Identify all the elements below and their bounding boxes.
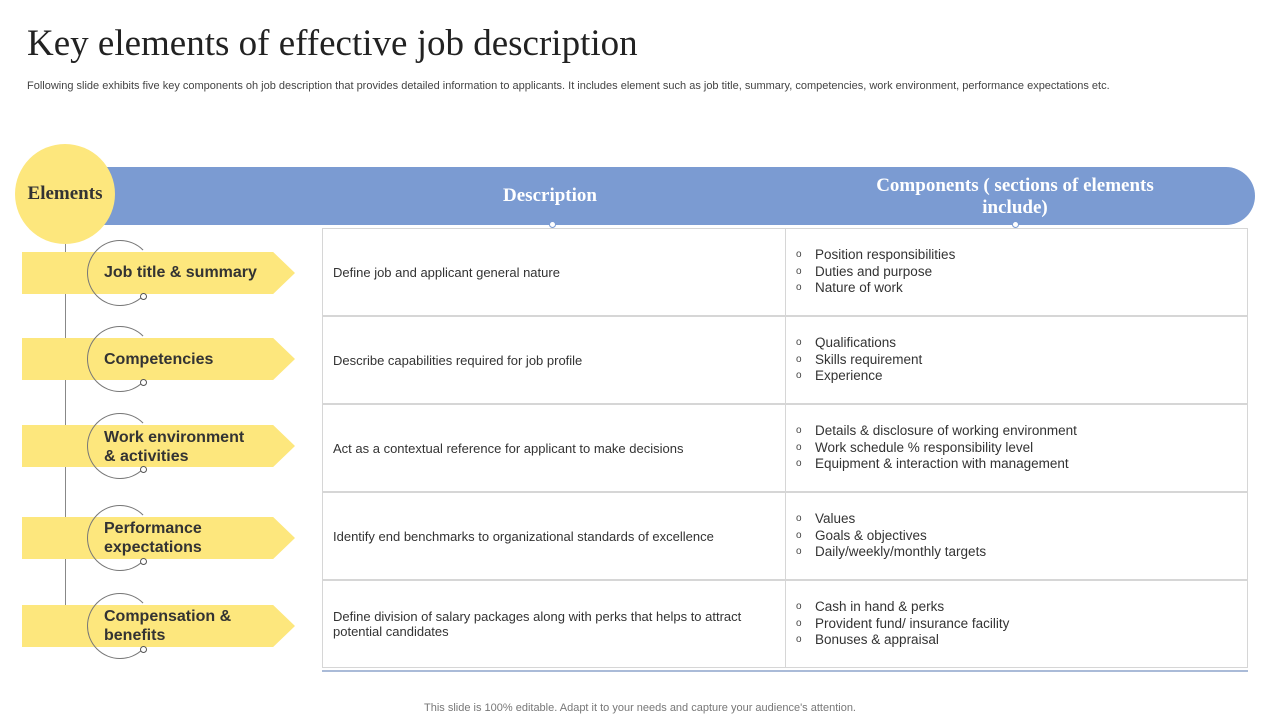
elements-label: Elements <box>27 183 103 204</box>
element-label-competencies: Competencies <box>104 351 214 368</box>
components-cell <box>786 493 1247 579</box>
list-item: o Provident fund/ insurance facility <box>796 615 1010 631</box>
list-item: o Duties and purpose <box>796 263 933 279</box>
components-cell <box>786 229 1247 315</box>
components-cell <box>786 317 1247 403</box>
list-item: o Qualifications <box>796 335 897 351</box>
table-row <box>322 580 1248 668</box>
list-item: o Daily/weekly/monthly targets <box>796 544 987 560</box>
description-cell: Define division of salary packages along with perks that helps to attract potential candidates <box>323 581 786 667</box>
element-ring-dot <box>140 379 147 386</box>
bullet-icon: o <box>796 249 802 261</box>
element-label-compensation: Compensation & benefits <box>104 608 232 644</box>
bullet-icon: o <box>796 353 802 365</box>
list-item: o Goals & objectives <box>796 527 927 543</box>
elements-circle <box>15 144 115 244</box>
bullet-icon: o <box>796 634 802 646</box>
table-row <box>322 404 1248 492</box>
description-cell: Describe capabilities required for job profile <box>323 317 786 403</box>
table-row <box>322 228 1248 316</box>
components-header-dot <box>1012 221 1019 228</box>
list-item: o Equipment & interaction with management <box>796 456 1069 472</box>
bullet-icon: o <box>796 441 802 453</box>
bullet-icon: o <box>796 458 802 470</box>
bullet-icon: o <box>796 282 802 294</box>
table-row <box>322 492 1248 580</box>
element-label-work-environment: Work environment & activities <box>104 429 245 465</box>
bullet-icon: o <box>796 601 802 613</box>
bullet-icon: o <box>796 337 802 349</box>
list-item: o Bonuses & appraisal <box>796 632 939 648</box>
bullet-icon: o <box>796 617 802 629</box>
element-ring-dot <box>140 293 147 300</box>
list-item: o Cash in hand & perks <box>796 599 945 615</box>
bullet-icon: o <box>796 265 802 277</box>
table-row <box>322 316 1248 404</box>
description-cell: Define job and applicant general nature <box>323 229 786 315</box>
element-label-performance: Performance expectations <box>104 520 202 556</box>
components-header: Components ( sections of elements include) <box>876 175 1154 218</box>
element-label-job-title: Job title & summary <box>104 264 257 281</box>
element-ring-dot <box>140 558 147 565</box>
bullet-icon: o <box>796 529 802 541</box>
description-cell: Act as a contextual reference for applicant to make decisions <box>323 405 786 491</box>
list-item: o Values <box>796 511 856 527</box>
list-item: o Nature of work <box>796 280 903 296</box>
description-cell: Identify end benchmarks to organizational standards of excellence <box>323 493 786 579</box>
bullet-icon: o <box>796 425 802 437</box>
page-subtitle: Following slide exhibits five key components oh job description that provides detailed information to applicants. It includes element such as job title, summary, competencies, work environment, performance expectations etc. <box>27 80 1110 92</box>
list-item: o Skills requirement <box>796 351 923 367</box>
page-title: Key elements of effective job description <box>27 23 638 64</box>
list-item: o Details & disclosure of working environment <box>796 423 1077 439</box>
list-item: o Work schedule % responsibility level <box>796 439 1034 455</box>
element-ring-dot <box>140 466 147 473</box>
footer-note: This slide is 100% editable. Adapt it to your needs and capture your audience's attention. <box>424 702 856 714</box>
list-item: o Experience <box>796 368 883 384</box>
elements-table <box>322 228 1248 672</box>
bullet-icon: o <box>796 370 802 382</box>
components-cell <box>786 405 1247 491</box>
description-header-dot <box>549 221 556 228</box>
list-item: o Position responsibilities <box>796 247 956 263</box>
description-header: Description <box>503 185 597 206</box>
element-ring-dot <box>140 646 147 653</box>
components-cell <box>786 581 1247 667</box>
bullet-icon: o <box>796 546 802 558</box>
bullet-icon: o <box>796 513 802 525</box>
